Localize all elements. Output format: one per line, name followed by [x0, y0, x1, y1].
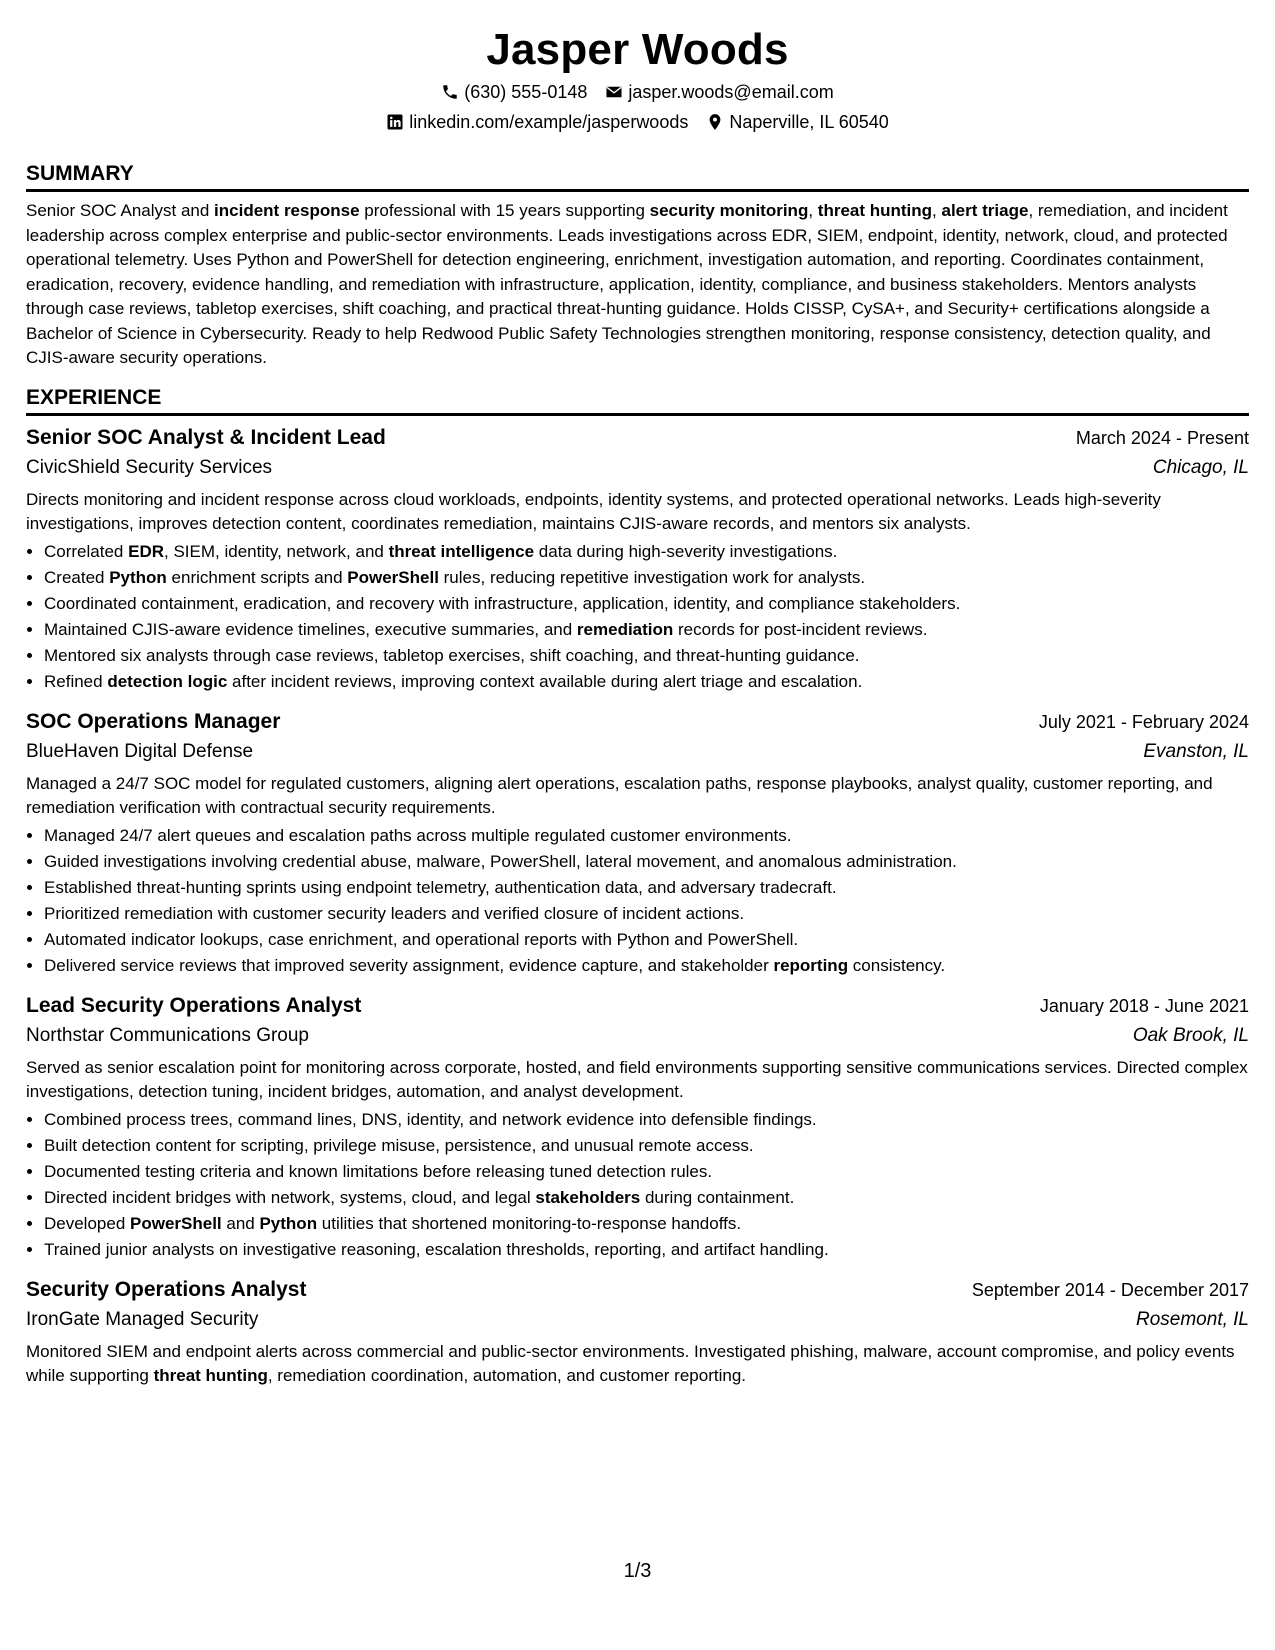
job-title: SOC Operations Manager [26, 709, 281, 733]
contact-email[interactable] [605, 80, 833, 104]
text-run: Monitored SIEM and endpoint alerts across commercial and public-sector environments. Investigated phishing, malware, account compromise, and policy events while supporting [26, 1341, 1235, 1385]
text-run: utilities that shortened monitoring-to-response handoffs. [317, 1213, 742, 1233]
job-bullets [26, 539, 1249, 695]
job-entry [26, 708, 1249, 979]
emphasis-text: alert triage [941, 201, 1029, 220]
job-bullets [26, 823, 1249, 979]
job-bullet [44, 1185, 1249, 1211]
text-run: , [932, 201, 942, 220]
job-header [26, 424, 1249, 452]
job-header [26, 992, 1249, 1020]
job-company: BlueHaven Digital Defense [26, 740, 254, 762]
job-dates: July 2021 - February 2024 [1038, 711, 1249, 732]
emphasis-text: remediation [576, 619, 674, 639]
text-run: Coordinated containment, eradication, and recovery with infrastructure, application, identity, and compliance stakeholders. [44, 593, 961, 613]
emphasis-text: reporting [773, 955, 849, 975]
job-entry [26, 992, 1249, 1263]
text-run: Managed a 24/7 SOC model for regulated customers, aligning alert operations, escalation paths, response playbooks, analyst quality, customer reporting, and remediation verification with contractual security requirements. [26, 773, 1213, 817]
emphasis-text: PowerShell [347, 567, 439, 587]
job-dates: January 2018 - June 2021 [1039, 995, 1249, 1016]
emphasis-text: PowerShell [130, 1213, 222, 1233]
text-run: data during high-severity investigations. [534, 541, 838, 561]
text-run: and [221, 1213, 260, 1233]
job-subheader [26, 454, 1249, 482]
text-run: Correlated [44, 541, 129, 561]
job-location: Rosemont, IL [1136, 1308, 1249, 1330]
job-description [26, 1340, 1249, 1389]
text-run: , remediation, and incident leadership across complex enterprise and public-sector environments. Leads investigations across EDR, SIEM, endpoint, identity, network, cloud, and protected operational telemetry. Uses Python and PowerShell for detection engineering, enrichment, investigation automation, and reporting. Coordinates containment, eradication, recovery, evidence handling, and remediation with infrastructure, application, identity, compliance, and business stakeholders. Mentors analysts through case reviews, tabletop exercises, shift coaching, and practical threat-hunting guidance. Holds CISSP, CySA+, and Security+ certifications alongside a Bachelor of Science in Cybersecurity. Ready to help Redwood Public Safety Technologies strengthen monitoring, response consistency, detection quality, and CJIS-aware security operations. [26, 201, 1228, 367]
contact-phone [441, 80, 587, 104]
contact-row-primary [26, 80, 1249, 104]
phone-text: (630) 555-0148 [464, 82, 588, 102]
job-bullet [44, 875, 1249, 901]
text-run: Served as senior escalation point for monitoring across corporate, hosted, and field environments supporting sensitive communications services. Directed complex investigations, detection tuning, incident bridges, automation, and analyst development. [26, 1057, 1248, 1101]
job-bullet [44, 901, 1249, 927]
job-location: Evanston, IL [1143, 740, 1249, 762]
text-run: Directed incident bridges with network, systems, cloud, and legal [44, 1187, 536, 1207]
text-run: , remediation coordination, automation, and customer reporting. [267, 1366, 747, 1385]
summary-heading: SUMMARY [26, 161, 1249, 192]
text-run: records for post-incident reviews. [673, 619, 928, 639]
emphasis-text: security monitoring [649, 201, 809, 220]
text-run: Prioritized remediation with customer security leaders and verified closure of incident actions. [44, 903, 745, 923]
text-run: Delivered service reviews that improved severity assignment, evidence capture, and stakeholder [44, 955, 774, 975]
job-bullet [44, 927, 1249, 953]
text-run: Combined process trees, command lines, DNS, identity, and network evidence into defensible findings. [44, 1109, 817, 1129]
page-number: 1/3 [623, 1560, 652, 1582]
job-entry [26, 424, 1249, 695]
job-bullet [44, 1237, 1249, 1263]
phone-icon [441, 83, 459, 101]
job-bullet [44, 1133, 1249, 1159]
job-bullet [44, 539, 1249, 565]
text-run: Senior SOC Analyst and [26, 201, 215, 220]
job-subheader [26, 738, 1249, 766]
emphasis-text: stakeholders [535, 1187, 641, 1207]
text-run: Built detection content for scripting, privilege misuse, persistence, and unusual remote access. [44, 1135, 754, 1155]
job-bullet [44, 849, 1249, 875]
job-header [26, 708, 1249, 736]
emphasis-text: incident response [214, 201, 360, 220]
job-bullet [44, 953, 1249, 979]
job-title: Security Operations Analyst [26, 1277, 307, 1301]
text-run: , SIEM, identity, network, and [164, 541, 389, 561]
contact-location [706, 110, 888, 134]
job-subheader [26, 1022, 1249, 1050]
emphasis-text: threat hunting [817, 201, 933, 220]
text-run: , [808, 201, 818, 220]
text-run: Managed 24/7 alert queues and escalation paths across multiple regulated customer environments. [44, 825, 792, 845]
emphasis-text: EDR [128, 541, 165, 561]
text-run: during containment. [640, 1187, 795, 1207]
text-run: Mentored six analysts through case reviews, tabletop exercises, shift coaching, and threat-hunting guidance. [44, 645, 860, 665]
job-company: Northstar Communications Group [26, 1024, 309, 1046]
job-bullet [44, 1211, 1249, 1237]
location-text: Naperville, IL 60540 [729, 112, 889, 132]
text-run: Established threat-hunting sprints using endpoint telemetry, authentication data, and adversary tradecraft. [44, 877, 837, 897]
text-run: Trained junior analysts on investigative reasoning, escalation thresholds, reporting, and artifact handling. [44, 1239, 829, 1259]
job-location: Oak Brook, IL [1132, 1024, 1249, 1046]
job-bullet [44, 669, 1249, 695]
text-run: enrichment scripts and [166, 567, 348, 587]
job-bullet [44, 565, 1249, 591]
text-run: after incident reviews, improving context available during alert triage and escalation. [227, 671, 863, 691]
envelope-icon [605, 83, 623, 101]
job-title: Senior SOC Analyst & Incident Lead [26, 425, 386, 449]
emphasis-text: Python [259, 1213, 318, 1233]
job-dates: March 2024 - Present [1075, 427, 1249, 448]
job-bullet [44, 823, 1249, 849]
text-run: Maintained CJIS-aware evidence timelines, executive summaries, and [44, 619, 577, 639]
text-run: Automated indicator lookups, case enrichment, and operational reports with Python and PowerShell. [44, 929, 799, 949]
job-header [26, 1276, 1249, 1304]
text-run: consistency. [848, 955, 946, 975]
job-entry [26, 1276, 1249, 1389]
text-run: Developed [44, 1213, 131, 1233]
text-run: Created [44, 567, 110, 587]
linkedin-icon [386, 113, 404, 131]
job-company: CivicShield Security Services [26, 456, 273, 478]
text-run: Refined [44, 671, 108, 691]
emphasis-text: detection logic [107, 671, 228, 691]
experience-list [26, 424, 1249, 1389]
job-description [26, 772, 1249, 821]
job-bullet [44, 617, 1249, 643]
text-run: Directs monitoring and incident response across cloud workloads, endpoints, identity systems, and protected operational networks. Leads high-severity investigations, improves detection content, coordinates remediation, maintains CJIS-aware records, and mentors six analysts. [26, 489, 1161, 533]
job-company: IronGate Managed Security [26, 1308, 259, 1330]
text-run: Guided investigations involving credential abuse, malware, PowerShell, lateral movement, and anomalous administration. [44, 851, 957, 871]
job-bullets [26, 1107, 1249, 1263]
job-description [26, 488, 1249, 537]
emphasis-text: Python [109, 567, 167, 587]
linkedin-link[interactable]: linkedin.com/example/jasperwoods [409, 112, 689, 132]
job-subheader [26, 1306, 1249, 1334]
email-link[interactable]: jasper.woods@email.com [628, 82, 834, 102]
text-run: rules, reducing repetitive investigation work for analysts. [438, 567, 866, 587]
job-title: Lead Security Operations Analyst [26, 993, 362, 1017]
job-bullet [44, 643, 1249, 669]
contact-linkedin[interactable] [386, 110, 688, 134]
candidate-name: Jasper Woods [486, 25, 789, 74]
job-description [26, 1056, 1249, 1105]
experience-heading: EXPERIENCE [26, 385, 1249, 416]
summary-text [26, 199, 1249, 371]
job-bullet [44, 1159, 1249, 1185]
contact-row-secondary [26, 110, 1249, 134]
emphasis-text: threat hunting [153, 1366, 268, 1385]
job-location: Chicago, IL [1152, 456, 1249, 478]
resume-page [26, 24, 1249, 1389]
text-run: Documented testing criteria and known limitations before releasing tuned detection rules. [44, 1161, 713, 1181]
job-dates: September 2014 - December 2017 [971, 1279, 1249, 1300]
text-run: professional with 15 years supporting [359, 201, 650, 220]
job-bullet [44, 591, 1249, 617]
emphasis-text: threat intelligence [388, 541, 535, 561]
job-bullet [44, 1107, 1249, 1133]
map-pin-icon [706, 113, 724, 131]
